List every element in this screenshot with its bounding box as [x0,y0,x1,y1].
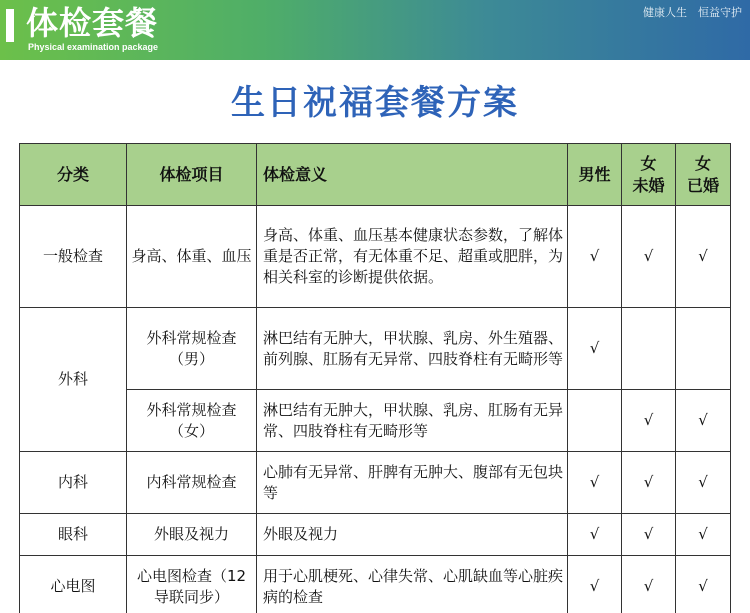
row-meaning: 淋巴结有无肿大，甲状腺、乳房、肛肠有无异常、四肢脊柱有无畸形等 [257,390,568,452]
row-male-check: √ [568,308,622,390]
header-female-married-line2: 已婚 [686,175,719,195]
row-male-check: √ [568,514,622,556]
banner-slogan: 健康人生 恒益守护 [643,6,742,19]
row-item: 外眼及视力 [127,514,257,556]
row-meaning: 淋巴结有无肿大，甲状腺、乳房、外生殖器、前列腺、肛肠有无异常、四肢脊柱有无畸形等 [257,308,568,390]
row-female-married-check: √ [676,390,731,452]
header-male: 男性 [568,144,622,206]
row-female-unmarried-check: √ [622,514,676,556]
banner-title: 体检套餐 [26,4,159,42]
row-category: 眼科 [20,514,127,556]
table-row [20,514,731,556]
row-female-unmarried-check [622,308,676,390]
row-male-check: √ [568,206,622,308]
row-female-unmarried-check: √ [622,452,676,514]
row-item: 外科常规检查（女） [127,390,257,452]
row-female-married-check: √ [676,452,731,514]
row-female-unmarried-check: √ [622,206,676,308]
row-item: 身高、体重、血压 [127,206,257,308]
header-meaning: 体检意义 [257,144,568,206]
header-female-unmarried [622,144,676,206]
row-female-unmarried-check: √ [622,556,676,613]
row-female-married-check: √ [676,514,731,556]
header-category: 分类 [20,144,127,206]
row-female-married-check [676,308,731,390]
header-banner [0,0,750,60]
row-item: 内科常规检查 [127,452,257,514]
row-female-unmarried-check: √ [622,390,676,452]
row-category: 心电图 [20,556,127,613]
row-meaning: 心肺有无异常、肝脾有无肿大、腹部有无包块等 [257,452,568,514]
row-male-check [568,390,622,452]
row-meaning: 外眼及视力 [257,514,568,556]
row-male-check: √ [568,556,622,613]
table-row [20,452,731,514]
row-meaning: 用于心肌梗死、心律失常、心肌缺血等心脏疾病的检查 [257,556,568,613]
page-title: 生日祝福套餐方案 [231,83,519,123]
row-female-married-check: √ [676,556,731,613]
header-female-married [676,144,731,206]
package-table [19,143,731,613]
row-item: 外科常规检查（男） [127,308,257,390]
table-row [20,308,731,390]
header-female-unmarried-line2: 未婚 [632,175,665,195]
table-row [20,556,731,613]
header-female-unmarried-line1: 女 [640,153,657,173]
table-row [20,206,731,308]
row-category: 内科 [20,452,127,514]
row-category: 一般检查 [20,206,127,308]
banner-accent-bar [6,9,14,42]
row-category: 外科 [20,308,127,452]
banner-subtitle: Physical examination package [28,42,159,52]
table-row [20,390,731,452]
table-header-row [20,144,731,206]
row-female-married-check: √ [676,206,731,308]
row-male-check: √ [568,452,622,514]
header-item: 体检项目 [127,144,257,206]
header-female-married-line1: 女 [694,153,711,173]
row-item: 心电图检查（12导联同步） [127,556,257,613]
row-meaning: 身高、体重、血压基本健康状态参数，了解体重是否正常，有无体重不足、超重或肥胖，为相关科室的诊断提供依据。 [257,206,568,308]
